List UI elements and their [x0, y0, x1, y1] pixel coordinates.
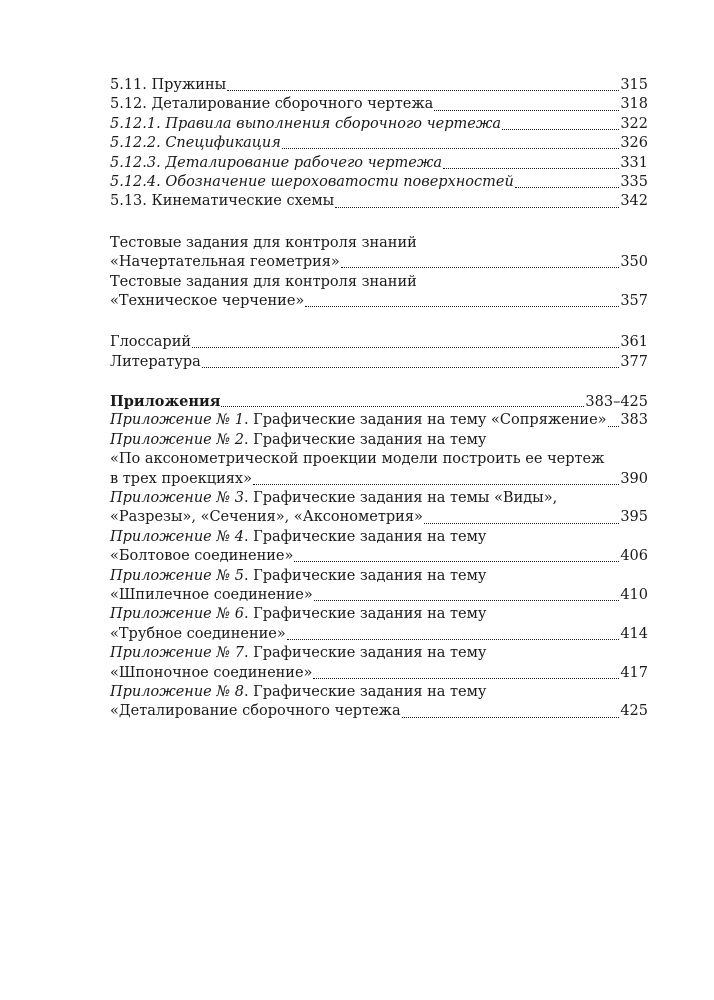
toc-page-number: 383–425: [585, 394, 648, 411]
toc-entry-5-12-4[interactable]: [110, 173, 648, 192]
toc-entry-glossary[interactable]: [110, 333, 648, 352]
toc-entry-appendices[interactable]: [110, 392, 648, 411]
toc-entry-appendix-8[interactable]: [110, 702, 648, 721]
leader-dots: [424, 523, 619, 524]
toc-entry-tests-geometry[interactable]: [110, 253, 648, 272]
toc-entry-label: «Шпилечное соединение»: [110, 586, 313, 603]
toc-entry-literature[interactable]: [110, 353, 648, 372]
toc-entry-5-12-2[interactable]: [110, 134, 648, 153]
toc-appendix-8-line1: [110, 683, 648, 702]
leader-dots: [202, 367, 620, 368]
toc-entry-label: 5.13. Кинематические схемы: [110, 193, 335, 210]
leader-dots: [192, 347, 619, 348]
toc-entry-5-13[interactable]: [110, 192, 648, 211]
leader-dots: [294, 561, 619, 562]
toc-entry-5-12-1[interactable]: [110, 115, 648, 134]
toc-appendix-7-line1: [110, 644, 648, 663]
toc-entry-appendix-1[interactable]: [110, 411, 648, 430]
toc-entry-label: «Деталирование сборочного чертежа: [110, 703, 401, 720]
leader-dots: [335, 207, 619, 208]
appendix-prefix: Приложение № 2: [110, 431, 244, 448]
appendix-prefix: Приложение № 3: [110, 490, 244, 507]
leader-dots: [282, 148, 619, 149]
toc-entry-appendix-5[interactable]: [110, 586, 648, 605]
toc-entry-label: . Графические задания на тему: [243, 645, 487, 662]
table-of-contents: [110, 76, 648, 722]
toc-entry-tests-drawing[interactable]: [110, 292, 648, 311]
toc-entry-appendix-6[interactable]: [110, 625, 648, 644]
toc-page-number: 350: [620, 254, 648, 271]
toc-page-number: 326: [620, 135, 648, 152]
toc-entry-5-12-3[interactable]: [110, 154, 648, 173]
toc-entry-appendix-3[interactable]: [110, 508, 648, 527]
toc-entry-label: . Графические задания на тему: [243, 528, 487, 545]
toc-page-number: 315: [620, 77, 648, 93]
toc-page-number: 335: [620, 173, 648, 190]
appendix-prefix: Приложение № 8: [110, 683, 244, 700]
toc-page-number: 318: [620, 96, 648, 113]
toc-entry-label: 5.11. Пружины: [110, 77, 227, 93]
leader-dots: [221, 406, 584, 407]
toc-page-number: 406: [620, 548, 648, 565]
leader-dots: [443, 168, 619, 169]
toc-page-number: 395: [620, 509, 648, 526]
toc-page-number: 425: [620, 703, 648, 720]
toc-page-number: 322: [620, 115, 648, 132]
toc-appendix-2-line2: «По аксонометрической проекции модели построить ее чертеж: [110, 451, 605, 468]
appendix-prefix: Приложение № 5: [110, 567, 244, 584]
toc-entry-appendix-4[interactable]: [110, 547, 648, 566]
leader-dots: [314, 600, 620, 601]
toc-entry-label: «Техническое черчение»: [110, 292, 305, 309]
toc-entry-label: . Графические задания на тему: [243, 431, 487, 448]
toc-page-number: 383: [620, 412, 648, 429]
leader-dots: [608, 426, 620, 427]
toc-entry-label: «Шпоночное соединение»: [110, 664, 313, 681]
toc-page-number: 357: [620, 292, 648, 309]
leader-dots: [287, 639, 620, 640]
toc-page-number: 390: [620, 470, 648, 487]
appendix-prefix: Приложение № 4: [110, 528, 244, 545]
leader-dots: [402, 717, 620, 718]
toc-entry-label: . Графические задания на темы «Виды»,: [243, 490, 558, 507]
toc-appendix-5-line1: [110, 567, 648, 586]
toc-entry-label: «Болтовое соединение»: [110, 548, 294, 565]
leader-dots: [502, 129, 619, 130]
toc-tests-1-line1: Тестовые задания для контроля знаний: [110, 234, 417, 251]
toc-entry-label: 5.12.3. Деталирование рабочего чертежа: [110, 154, 442, 171]
toc-appendix-4-line1: [110, 528, 648, 547]
toc-page-number: 331: [620, 154, 648, 171]
toc-appendix-3-line1: [110, 489, 648, 508]
toc-page-number: 417: [620, 664, 648, 681]
toc-entry-label: 5.12.1. Правила выполнения сборочного чертежа: [110, 115, 501, 132]
toc-entry-5-12[interactable]: [110, 95, 648, 114]
toc-entry-5-11[interactable]: [110, 76, 648, 95]
toc-entry-label: 5.12.2. Спецификация: [110, 135, 281, 152]
toc-entry-appendix-7[interactable]: [110, 664, 648, 683]
toc-entry-label: «Разрезы», «Сечения», «Аксонометрия»: [110, 509, 423, 526]
toc-page-number: 414: [620, 625, 648, 642]
toc-page-number: 361: [620, 334, 648, 351]
leader-dots: [227, 90, 619, 91]
appendix-prefix: Приложение № 1: [110, 412, 244, 429]
toc-appendix-6-line1: [110, 605, 648, 624]
appendix-prefix: Приложение № 6: [110, 606, 244, 623]
toc-entry-label: Глоссарий: [110, 334, 192, 351]
toc-entry-label: . Графические задания на тему: [243, 683, 487, 700]
toc-entry-label: «Начертательная геометрия»: [110, 254, 340, 271]
toc-entry-label: Приложения: [110, 393, 221, 411]
toc-tests-2-line1: Тестовые задания для контроля знаний: [110, 273, 417, 290]
leader-dots: [253, 484, 619, 485]
toc-page-number: 410: [620, 586, 648, 603]
toc-entry-label: Литература: [110, 353, 201, 370]
leader-dots: [515, 187, 619, 188]
toc-entry-label: . Графические задания на тему «Сопряжение»: [243, 412, 607, 429]
toc-entry-label: «Трубное соединение»: [110, 625, 286, 642]
appendix-prefix: Приложение № 7: [110, 645, 244, 662]
toc-entry-label: . Графические задания на тему: [243, 606, 487, 623]
leader-dots: [434, 110, 619, 111]
toc-page-number: 342: [620, 193, 648, 210]
leader-dots: [313, 678, 619, 679]
toc-appendix-2-line1: [110, 431, 648, 450]
toc-entry-appendix-2[interactable]: [110, 470, 648, 489]
toc-entry-label: . Графические задания на тему: [243, 567, 487, 584]
leader-dots: [341, 267, 620, 268]
toc-page-number: 377: [620, 353, 648, 370]
toc-entry-label: 5.12.4. Обозначение шероховатости поверхностей: [110, 173, 514, 190]
leader-dots: [305, 306, 619, 307]
toc-entry-label: 5.12. Деталирование сборочного чертежа: [110, 96, 434, 113]
toc-entry-label: в трех проекциях»: [110, 470, 252, 487]
